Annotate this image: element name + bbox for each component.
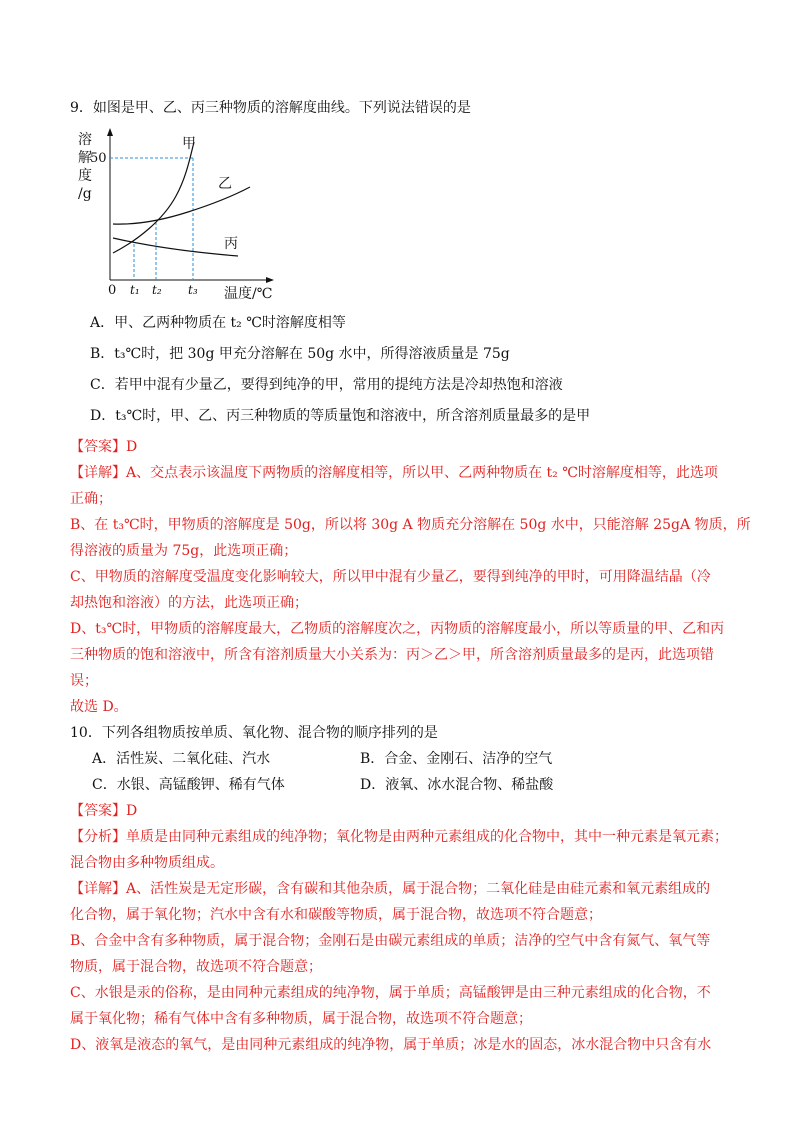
question-10-stem: 10．下列各组物质按单质、氧化物、混合物的顺序排列的是 [70, 725, 438, 741]
x-axis-label: 温度/℃ [224, 286, 273, 302]
question-10-explain-line: 物质，属于混合物，故选项不符合题意； [70, 959, 322, 975]
question-9-explain-line: 得溶液的质量为 75g，此选项正确； [70, 543, 298, 559]
question-10-option-a: A．活性炭、二氧化硅、汽水 [92, 751, 271, 767]
question-10-explain-line: 【详解】A、活性炭是无定形碳，含有碳和其他杂质，属于混合物；二氧化硅是由硅元素和氧元素组成的 [70, 881, 711, 897]
series-jia-curve [113, 142, 194, 253]
x-tick-label: t₁ [130, 283, 140, 297]
question-9-explain-line: 三种物质的饱和溶液中，所含有溶剂质量大小关系为：丙＞乙＞甲，所含溶剂质量最多的是丙，此选项错 [70, 647, 714, 663]
series-label-bing: 丙 [224, 236, 238, 252]
question-9-explain-line: 故选 D。 [70, 699, 128, 715]
question-10-option-d: D．液氧、冰水混合物、稀盐酸 [360, 777, 554, 793]
question-10-analysis-line: 【分析】单质是由同种元素组成的纯净物；氧化物是由两种元素组成的化合物中，其中一种元素是氧元素； [70, 829, 728, 845]
x-axis-arrow [266, 277, 274, 283]
question-10-option-b: B．合金、金刚石、洁净的空气 [360, 751, 553, 767]
question-9-stem: 9．如图是甲、乙、丙三种物质的溶解度曲线。下列说法错误的是 [70, 100, 471, 116]
question-9-option-a: A．甲、乙两种物质在 t₂ ℃时溶解度相等 [90, 315, 346, 331]
y-axis-label-char: 解 [78, 150, 92, 166]
question-9-explain-line: 【详解】A、交点表示该温度下两物质的溶解度相等，所以甲、乙两种物质在 t₂ ℃时溶解度相等，此选项 [70, 465, 718, 481]
question-9-option-d: D．t₃℃时，甲、乙、丙三种物质的等质量饱和溶液中，所含溶剂质量最多的是甲 [90, 408, 591, 424]
question-9-explain-line: 误； [70, 673, 98, 689]
question-10-explain-line: 化合物，属于氧化物；汽水中含有水和碳酸等物质，属于混合物，故选项不符合题意； [70, 907, 602, 923]
question-9-explain-line: C、甲物质的溶解度受温度变化影响较大，所以甲中混有少量乙，要得到纯净的甲时，可用降温结晶（冷 [70, 569, 711, 585]
question-10-explain-line: 属于氧化物；稀有气体中含有多种物质，属于混合物，故选项不符合题意； [70, 1011, 532, 1027]
question-10-analysis-line: 混合物由多种物质组成。 [70, 855, 224, 871]
question-10-explain-line: D、液氧是液态的氧气，是由同种元素组成的纯净物，属于单质；冰是水的固态，冰水混合物中只含有水 [70, 1037, 712, 1053]
series-yi-curve [113, 187, 250, 224]
x-tick-label: t₃ [188, 283, 198, 297]
question-9-explain-line: B、在 t₃℃时，甲物质的溶解度是 50g，所以将 30g A 物质充分溶解在 50g 水中，只能溶解 25gA 物质，所 [70, 517, 751, 533]
question-10-explain-line: C、水银是汞的俗称，是由同种元素组成的纯净物，属于单质；高锰酸钾是由三种元素组成的化合物，不 [70, 985, 711, 1001]
question-9-option-c: C．若甲中混有少量乙，要得到纯净的甲，常用的提纯方法是冷却热饱和溶液 [90, 377, 563, 393]
y-axis-label-char: /g [78, 186, 92, 202]
y-axis-arrow [107, 128, 113, 136]
origin-label: 0 [108, 283, 117, 298]
y-axis-label-char: 度 [78, 168, 92, 184]
y-tick-label: 50 [90, 151, 107, 166]
question-9-option-b: B．t₃℃时，把 30g 甲充分溶解在 50g 水中，所得溶液质量是 75g [90, 346, 510, 362]
series-bing-curve [113, 238, 238, 256]
y-axis-label-char: 溶 [78, 132, 92, 148]
question-9-explain-line: D、t₃℃时，甲物质的溶解度最大，乙物质的溶解度次之，丙物质的溶解度最小，所以等质量的甲、乙和丙 [70, 621, 725, 637]
x-tick-label: t₂ [152, 283, 162, 297]
question-9-answer: 【答案】D [70, 439, 138, 455]
series-label-jia: 甲 [182, 136, 196, 152]
solubility-chart [78, 128, 298, 303]
question-9-explain-line: 却热饱和溶液）的方法，此选项正确； [70, 595, 308, 611]
series-label-yi: 乙 [218, 176, 232, 192]
question-10-answer: 【答案】D [70, 803, 138, 819]
question-10-explain-line: B、合金中含有多种物质，属于混合物；金刚石是由碳元素组成的单质；洁净的空气中含有氮气、氧气等 [70, 933, 711, 949]
question-9-explain-line: 正确； [70, 491, 112, 507]
question-10-option-c: C．水银、高锰酸钾、稀有气体 [92, 777, 285, 793]
